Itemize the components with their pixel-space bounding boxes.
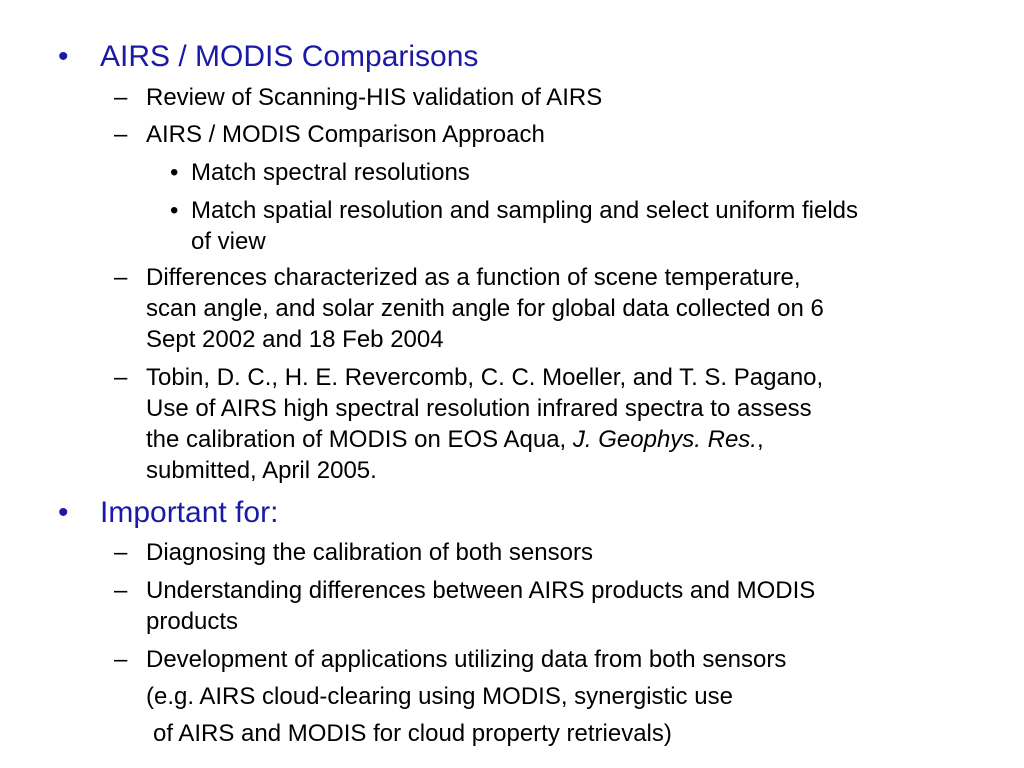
bullet-marker: • bbox=[170, 159, 179, 186]
dash-marker: – bbox=[114, 646, 128, 673]
list-item-text bbox=[146, 575, 974, 637]
text-line bbox=[146, 424, 974, 455]
continuation-line-1: (e.g. AIRS cloud-clearing using MODIS, synergistic use bbox=[146, 683, 733, 710]
list-item-text: AIRS / MODIS Comparison Approach bbox=[146, 121, 545, 148]
dash-marker: – bbox=[114, 264, 128, 291]
dash-marker: – bbox=[114, 121, 128, 148]
sub-item-text bbox=[191, 195, 990, 257]
heading-text: Important for: bbox=[100, 496, 279, 529]
text-line: Differences characterized as a function of scene temperature, bbox=[146, 264, 801, 291]
journal-name: J. Geophys. Res. bbox=[572, 426, 757, 453]
dash-marker: – bbox=[114, 577, 128, 604]
bullet-marker: • bbox=[58, 40, 69, 73]
bullet-marker: • bbox=[58, 496, 69, 529]
text-line: Match spatial resolution and sampling and select uniform fields bbox=[191, 197, 859, 224]
text-line: Sept 2002 and 18 Feb 2004 bbox=[146, 326, 444, 353]
list-item-text bbox=[146, 262, 974, 355]
citation-text-pre: the calibration of MODIS on EOS Aqua, bbox=[146, 426, 573, 453]
text-line: submitted, April 2005. bbox=[146, 457, 377, 484]
bullet-marker: • bbox=[170, 197, 179, 224]
list-item-text: Development of applications utilizing data from both sensors bbox=[146, 646, 787, 673]
dash-marker: – bbox=[114, 539, 128, 566]
text-line: Tobin, D. C., H. E. Revercomb, C. C. Moeller, and T. S. Pagano, bbox=[146, 364, 824, 391]
sub-item-text: Match spectral resolutions bbox=[191, 159, 470, 186]
text-line: Use of AIRS high spectral resolution infrared spectra to assess bbox=[146, 395, 812, 422]
text-line: scan angle, and solar zenith angle for global data collected on 6 bbox=[146, 295, 824, 322]
list-item-text: Diagnosing the calibration of both sensors bbox=[146, 539, 593, 566]
citation-text-post: , bbox=[756, 426, 764, 453]
text-line: products bbox=[146, 608, 239, 635]
citation-text bbox=[146, 362, 974, 486]
heading-text: AIRS / MODIS Comparisons bbox=[100, 40, 479, 73]
dash-marker: – bbox=[114, 84, 128, 111]
dash-marker: – bbox=[114, 364, 128, 391]
text-line: Understanding differences between AIRS products and MODIS bbox=[146, 577, 816, 604]
continuation-line-2: of AIRS and MODIS for cloud property retrievals) bbox=[153, 720, 672, 747]
text-line: of view bbox=[191, 228, 266, 255]
list-item-text: Review of Scanning-HIS validation of AIRS bbox=[146, 84, 603, 111]
